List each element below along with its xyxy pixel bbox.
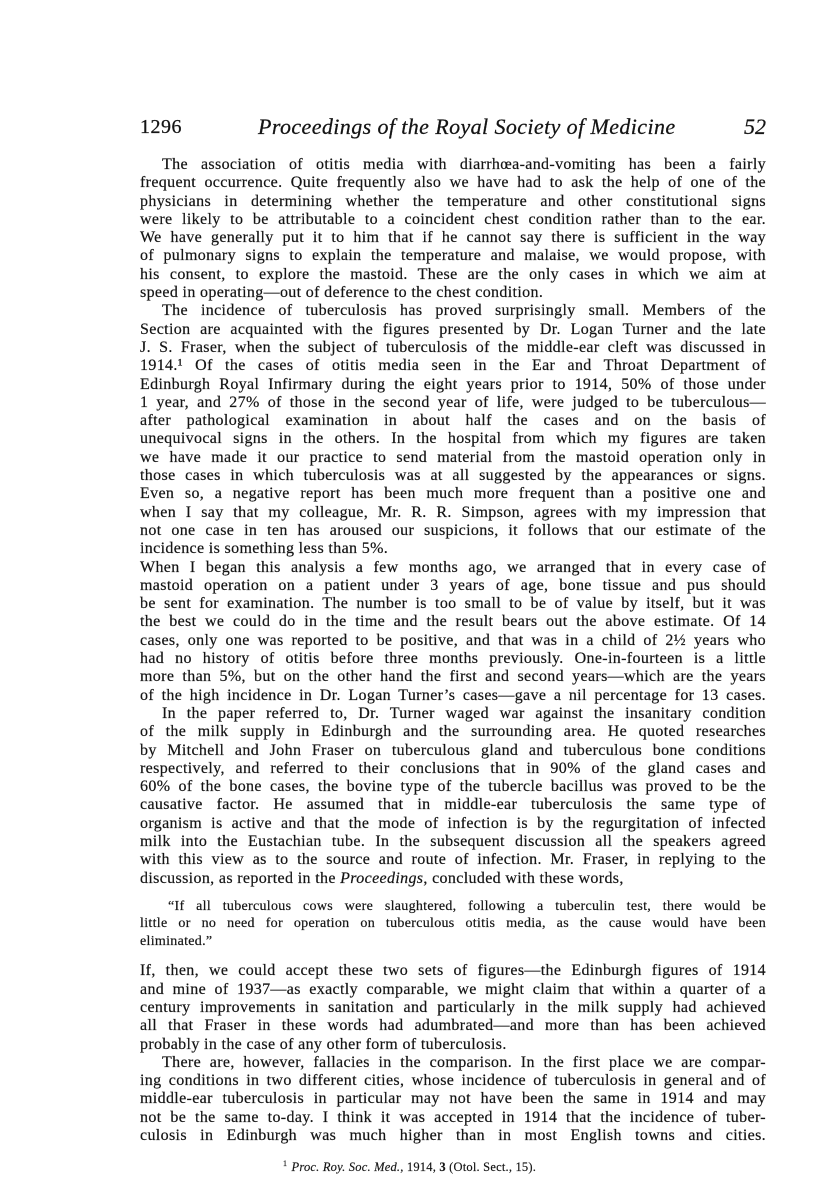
block-quote bbox=[140, 898, 766, 951]
text-segment: , concluded with these words, bbox=[423, 869, 624, 887]
footnote-marker: 1 bbox=[283, 1159, 288, 1168]
paragraph-1 bbox=[140, 156, 766, 302]
text-line: Edinburgh Royal Infirmary during the eight years prior to 1914, 50% of those under bbox=[140, 375, 766, 393]
text-line: and mine of 1937—as exactly comparable, we might claim that within a quarter of a bbox=[140, 980, 766, 998]
text-line: speed in operating—out of deference to the chest condition. bbox=[140, 284, 544, 302]
text-line: of the milk supply in Edinburgh and the surrounding area. He quoted researches bbox=[140, 723, 766, 741]
paragraph-2 bbox=[140, 302, 766, 558]
footnote bbox=[283, 1156, 536, 1175]
text-line: unequivocal signs in the others. In the hospital from which my figures are taken bbox=[140, 430, 766, 448]
footnote-year: , 1914, bbox=[400, 1160, 437, 1174]
text-line: his consent, to explore the mastoid. These are the only cases in which we aim at bbox=[140, 265, 766, 283]
text-line: all that Fraser in these words had adumbrated—and more than has been achieved bbox=[140, 1017, 766, 1035]
text-line: had no history of otitis before three months previously. One-in-fourteen is a little bbox=[140, 650, 766, 668]
text-line: be sent for examination. The number is too small to be of value by itself, but it was bbox=[140, 595, 766, 613]
text-line: causative factor. He assumed that in middle-ear tuberculosis the same type of bbox=[140, 796, 766, 814]
text-segment: discussion, as reported in the bbox=[140, 869, 336, 887]
text-line: physicians in determining whether the temperature and other constitutional signs bbox=[140, 192, 766, 210]
text-line: The incidence of tuberculosis has proved surprisingly small. Members of the bbox=[162, 302, 766, 320]
text-line: when I say that my colleague, Mr. R. R. Simpson, agrees with my impression that bbox=[140, 503, 766, 521]
page-number: 1296 bbox=[140, 116, 182, 138]
text-line: When I began this analysis a few months ago, we arranged that in every case of bbox=[140, 558, 766, 576]
text-line: 1914.¹ Of the cases of otitis media seen in the Ear and Throat Department of bbox=[140, 357, 766, 375]
text-line: were likely to be attributable to a coincident chest condition rather than to the ear. bbox=[140, 210, 766, 228]
text-line: mastoid operation on a patient under 3 years of age, bone tissue and pus should bbox=[140, 576, 766, 594]
text-line: We have generally put it to him that if he cannot say there is sufficient in the way bbox=[140, 229, 766, 247]
text-line: respectively, and referred to their conclusions that in 90% of the gland cases and bbox=[140, 759, 766, 777]
journal-name-italic: Proceedings bbox=[340, 869, 424, 887]
footnote-volume: 3 bbox=[439, 1160, 446, 1174]
paragraph-4 bbox=[140, 705, 766, 888]
text-line: after pathological examination in about half the cases and on the basis of bbox=[140, 412, 766, 430]
text-line: Even so, a negative report has been much more frequent than a positive one and bbox=[140, 485, 766, 503]
text-line: not one case in ten has aroused our suspicions, it follows that our estimate of the bbox=[140, 521, 766, 539]
text-line: There are, however, fallacies in the comparison. In the first place we are compar- bbox=[162, 1053, 766, 1071]
text-line: probably in the case of any other form of tuberculosis. bbox=[140, 1035, 507, 1053]
text-line: by Mitchell and John Fraser on tuberculous gland and tuberculous bone conditions bbox=[140, 741, 766, 759]
quote-line: eliminated.” bbox=[140, 933, 213, 949]
text-line: cases, only one was reported to be positive, and that was in a child of 2½ years who bbox=[140, 631, 766, 649]
paragraph-3 bbox=[140, 559, 766, 705]
text-line: of pulmonary signs to explain the temperature and malaise, we would propose, with bbox=[140, 247, 766, 265]
quote-line: little or no need for operation on tuberculous otitis media, as the cause would have been bbox=[140, 916, 766, 932]
footnote-journal: Proc. Roy. Soc. Med. bbox=[291, 1160, 401, 1174]
text-line: organism is active and that the mode of infection is by the regurgitation of infected bbox=[140, 814, 766, 832]
text-line: Section are acquainted with the figures presented by Dr. Logan Turner and the late bbox=[140, 320, 766, 338]
article-body bbox=[140, 156, 766, 1145]
text-line bbox=[140, 870, 766, 888]
text-line: The association of otitis media with diarrhœa-and-vomiting has been a fairly bbox=[162, 156, 766, 173]
volume-number: 52 bbox=[744, 114, 766, 139]
text-line: those cases in which tuberculosis was at all suggested by the appearances or signs. bbox=[140, 467, 766, 485]
quote-line: “If all tuberculous cows were slaughtered, following a tuberculin test, there would be bbox=[168, 898, 766, 914]
text-line: more than 5%, but on the other hand the first and second years—which are the years bbox=[140, 668, 766, 686]
text-line: J. S. Fraser, when the subject of tuberculosis of the middle-ear cleft was discussed in bbox=[140, 338, 766, 356]
text-line: milk into the Eustachian tube. In the subsequent discussion all the speakers agreed bbox=[140, 832, 766, 850]
text-line: not be the same to-day. I think it was accepted in 1914 that the incidence of tuber- bbox=[140, 1108, 766, 1126]
text-line: middle-ear tuberculosis in particular may not have been the same in 1914 and may bbox=[140, 1090, 766, 1108]
text-line: If, then, we could accept these two sets of figures—the Edinburgh figures of 1914 bbox=[140, 962, 766, 980]
text-line: of the high incidence in Dr. Logan Turner’s cases—gave a nil percentage for 13 cases. bbox=[140, 686, 766, 704]
text-line: In the paper referred to, Dr. Turner waged war against the insanitary condition bbox=[162, 704, 766, 722]
text-line: culosis in Edinburgh was much higher than in most English towns and cities. bbox=[140, 1127, 766, 1145]
text-line: frequent occurrence. Quite frequently also we have had to ask the help of one of the bbox=[140, 174, 766, 192]
text-line: century improvements in sanitation and particularly in the milk supply had achieved bbox=[140, 998, 766, 1016]
paragraph-6 bbox=[140, 1054, 766, 1145]
text-line: the best we could do in the time and the result bears out the above estimate. Of 14 bbox=[140, 613, 766, 631]
text-line: we have made it our practice to send material from the mastoid operation only in bbox=[140, 448, 766, 466]
paragraph-5 bbox=[140, 962, 766, 1053]
text-line: 60% of the bone cases, the bovine type of the tubercle bacillus was proved to be the bbox=[140, 778, 766, 796]
text-line: incidence is something less than 5%. bbox=[140, 540, 389, 558]
running-title: Proceedings of the Royal Society of Medicine bbox=[258, 114, 676, 139]
text-line: with this view as to the source and route of infection. Mr. Fraser, in replying to the bbox=[140, 851, 766, 869]
footnote-section: (Otol. Sect., 15). bbox=[449, 1160, 537, 1174]
text-line: ing conditions in two different cities, whose incidence of tuberculosis in general and of bbox=[140, 1072, 766, 1090]
text-line: 1 year, and 27% of those in the second year of life, were judged to be tuberculous— bbox=[140, 393, 766, 411]
